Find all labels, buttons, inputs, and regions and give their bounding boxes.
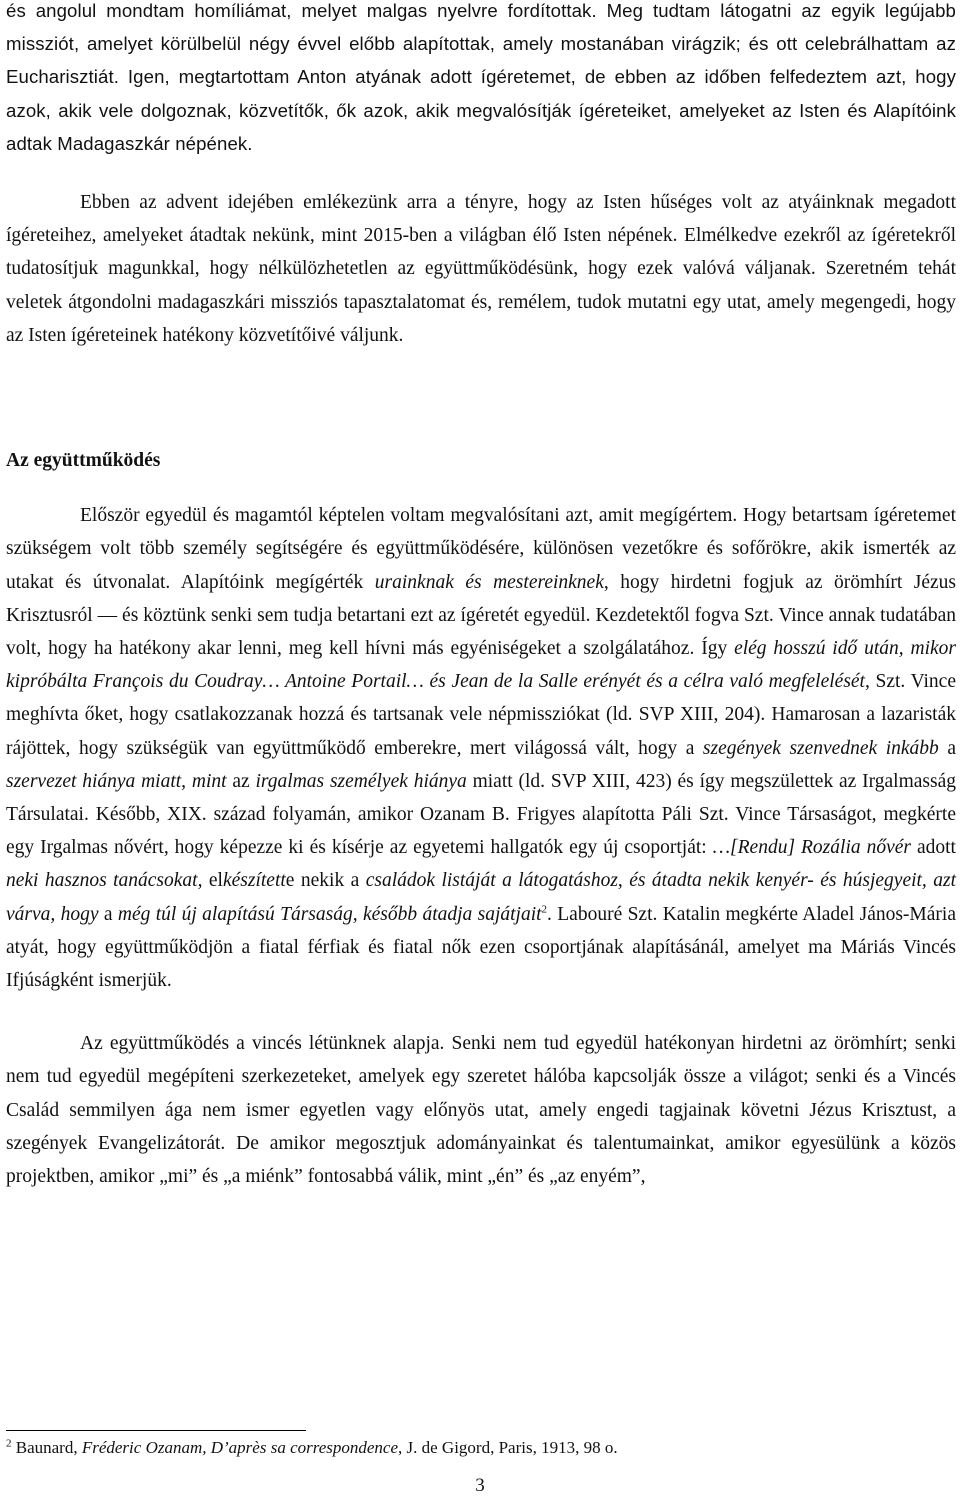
p3-italic: urainknak és mestereinknek: [374, 571, 604, 593]
paragraph-1-text: és angolul mondtam homíliámat, melyet malgas nyelvre fordítottak. Meg tudtam látogatni az egyik legújabb missziót, amelyet körülbelül négy évvel előbb alapítottak, amely mostanában virágzik; és ott celebrálhattam az Eucharisztiát. Igen, megtartottam Anton atyának adott ígéretemet, de ebben az időben felfedeztem azt, hogy azok, akik vele dolgoznak, közvetítők, ők azok, akik megvalósítják ígéreteiket, amelyeket az Isten és Alapítóink adtak Madagaszkár népének.: [6, 0, 956, 154]
p3-italic: szervezet hiánya miatt, mint: [6, 770, 227, 792]
footnote: [6, 1438, 618, 1458]
p3-seg: adott: [911, 837, 956, 859]
p3-seg: Először egyedül és magamtól képtelen voltam megvalósítani azt, amit megígértem. Hogy betartsam ígéretemet szükségem volt több személy segítségére és együttműködésére, különösen vezetőkre és sofőrökre, akik ismerték az utakat és útvonalat. Alapítóink megígérték: [6, 505, 956, 593]
p3-italic: neki hasznos tanácsokat,: [6, 870, 203, 892]
footnote-title: Fréderic Ozanam, D’après sa correspondence: [81, 1438, 399, 1457]
p3-italic: elég hosszú idő után, mikor kipróbálta François du Coudray… Antoine Portail… és Jean de la Salle erényét és a célra való megfelelését,: [6, 638, 956, 693]
paragraph-4-text: Az együttműködés a vincés létünknek alapja. Senki nem tud egyedül hatékonyan hirdetni az örömhírt; senki nem tud egyedül megépíteni szerkezeteket, amelyek egy szeretet hálóba kapcsolják össze a világot; senki és a Vincés Család semmilyen ága nem ismer egyetlen vagy előnyös utat, amely engedi tagjainak követni Jézus Krisztust, a szegények Evangelizátorát. De amikor megosztjuk adományainkat és talentumainkat, amikor egyesülünk a közös projektben, amikor „mi” és „a miénk” fontosabbá válik, mint „én” és „az enyém”,: [6, 1033, 956, 1188]
p3-seg: a: [938, 737, 956, 759]
footnote-divider: [6, 1430, 306, 1431]
footnote-seg: , J. de Gigord, Paris, 1913, 98 o.: [398, 1438, 618, 1457]
p3-italic: még túl új alapítású Társaság, később átadja sajátjait: [117, 903, 542, 925]
paragraph-2-text: Ebben az advent idejében emlékezünk arra a tényre, hogy az Isten hűséges volt az atyáinknak megadott ígéreteihez, amelyeket átadtak nekünk, mint 2015-ben a világban élő Isten népének. Elmélkedve ezekről az ígéretekről tudatosítjuk magunkkal, hogy nélkülözhetetlen az együttműködésünk, hogy ezek valóvá váljanak. Szeretném tehát veletek átgondolni madagaszkári missziós tapasztalatomat és, remélem, tudok mutatni egy utat, amely megengedi, hogy az Isten ígéreteinek hatékony közvetítőivé váljunk.: [6, 192, 956, 346]
paragraph-3: [6, 499, 956, 997]
page-number: 3: [475, 1475, 485, 1496]
document-page: [6, 0, 956, 1193]
p3-italic: családok listáját a látogatáshoz, és átadta nekik kenyér- és húsjegyeit, azt várva, hogy: [6, 870, 956, 925]
section-heading: Az együttműködés: [6, 450, 161, 472]
p3-seg: Szt. Vince meghívta őket, hogy csatlakozzanak hozzá és tartsanak vele népmissziókat (ld. SVP XIII, 204). Hamarosan a lazaristák rájöttek, hogy szükségük van együttműködő emberekre, mert világossá vált, hogy a: [6, 671, 956, 759]
p3-seg: e nekik a: [285, 870, 366, 892]
paragraph-2: [6, 186, 956, 352]
footnote-marker[interactable]: 2: [541, 903, 548, 916]
p3-seg: . Labouré Szt. Katalin megkérte Aladel János-Mária atyát, hogy együttműködjön a fiatal férfiak és fiatal nők ezen csoportjának alapításánál, amelyet ma Máriás Vincés Ifjúságként ismerjük.: [6, 903, 956, 992]
p3-italic: …[Rendu] Rozália nővér: [712, 837, 911, 859]
p3-seg: el: [202, 870, 223, 892]
p3-seg: , hogy hirdetni fogjuk az örömhírt Jézus Krisztusról — és köztünk senki sem tudja betartani ezt az ígéretét egyedül. Kezdetektől fogva Szt. Vince annak tudatában volt, hogy ha hatékony akar lenni, meg kell hívni más egyéniségeket a szolgálatához. Így: [6, 571, 956, 660]
footnote-seg: Baunard,: [11, 1438, 82, 1457]
p3-italic: szegények szenvednek inkább: [702, 737, 939, 759]
footnote-number: 2: [6, 1437, 12, 1450]
p3-seg: miatt (ld. SVP XIII, 423) és így megszülettek az Irgalmasság Társulatai. Később, XIX. század folyamán, amikor Ozanam B. Frigyes alapította Páli Szt. Vince Társaságot, megkérte egy Irgalmas nővért, hogy képezze ki és kísérje az egyetemi hallgatók egy új csoportját:: [6, 770, 956, 859]
p3-seg: a: [98, 903, 118, 925]
p3-italic: irgalmas személyek hiánya: [255, 770, 467, 792]
paragraph-4: [6, 1027, 956, 1193]
p3-italic: készített: [222, 870, 286, 892]
paragraph-1: [6, 0, 956, 160]
p3-seg: az: [226, 770, 256, 792]
